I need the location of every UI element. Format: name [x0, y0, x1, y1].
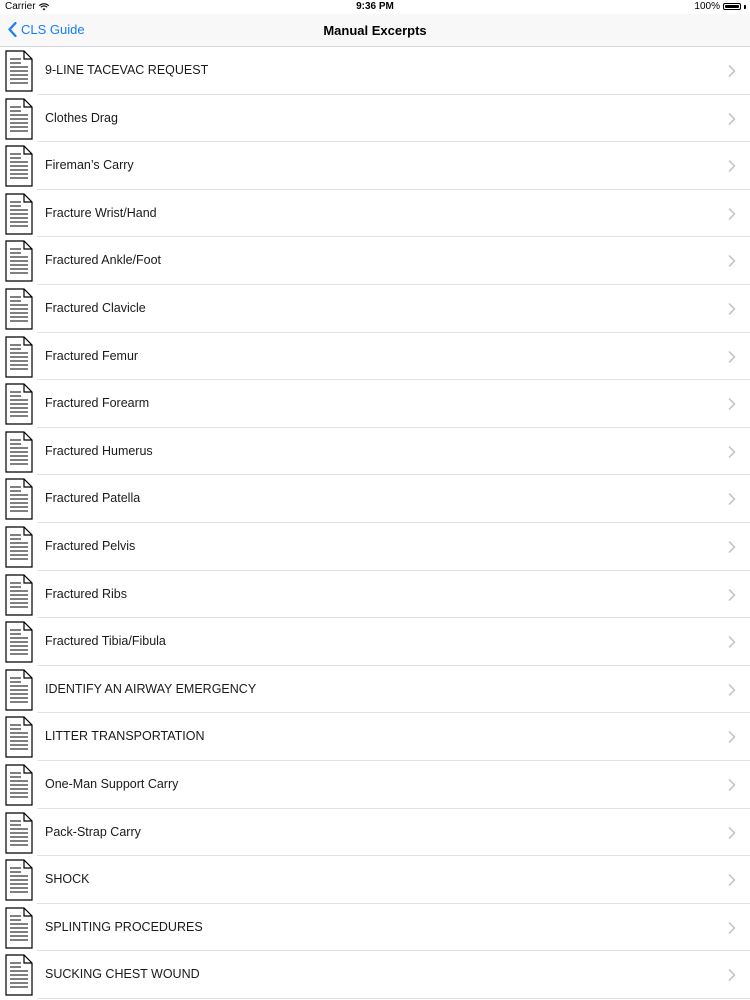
list-item-label: Fractured Ankle/Foot: [45, 253, 162, 268]
chevron-right-icon: [728, 827, 736, 839]
battery-cap: [744, 5, 746, 9]
chevron-right-icon: [728, 303, 736, 315]
document-icon: [5, 716, 33, 758]
list-item-label: Fractured Forearm: [45, 396, 150, 411]
list-item-label: Fractured Clavicle: [45, 300, 146, 315]
document-icon: [5, 954, 33, 996]
chevron-right-icon: [728, 160, 736, 172]
list-item-17[interactable]: [0, 809, 750, 857]
list-item-2[interactable]: [0, 95, 750, 143]
battery-percent: 100%: [694, 1, 720, 12]
status-time: 9:36 PM: [356, 1, 394, 12]
chevron-right-icon: [728, 541, 736, 553]
list-item-label: LITTER TRANSPORTATION: [45, 729, 205, 744]
list-item-11[interactable]: [0, 523, 750, 571]
chevron-right-icon: [728, 589, 736, 601]
list-item-label: Fractured Patella: [45, 491, 141, 506]
list-item-18[interactable]: [0, 856, 750, 904]
list-item-label: SUCKING CHEST WOUND: [45, 967, 200, 982]
carrier-label: Carrier: [5, 1, 36, 12]
list-item-label: SPLINTING PROCEDURES: [45, 919, 203, 934]
chevron-right-icon: [728, 493, 736, 505]
status-bar: [0, 0, 750, 14]
list-item-13[interactable]: [0, 618, 750, 666]
page-title: Manual Excerpts: [323, 23, 427, 38]
chevron-right-icon: [728, 922, 736, 934]
list-item-label: Fractured Femur: [45, 348, 139, 363]
list-item-10[interactable]: [0, 475, 750, 523]
list-item-20[interactable]: [0, 951, 750, 999]
document-icon: [5, 431, 33, 473]
document-icon: [5, 98, 33, 140]
document-icon: [5, 50, 33, 92]
chevron-right-icon: [728, 969, 736, 981]
chevron-right-icon: [728, 398, 736, 410]
list-item-label: Fracture Wrist/Hand: [45, 205, 157, 220]
list-item-16[interactable]: [0, 761, 750, 809]
chevron-right-icon: [728, 636, 736, 648]
document-icon: [5, 764, 33, 806]
chevron-right-icon: [728, 351, 736, 363]
list-item-label: Fractured Ribs: [45, 586, 127, 601]
list-item-9[interactable]: [0, 428, 750, 476]
document-icon: [5, 669, 33, 711]
document-icon: [5, 812, 33, 854]
document-icon: [5, 336, 33, 378]
excerpt-list: [0, 47, 750, 999]
chevron-right-icon: [728, 446, 736, 458]
list-item-19[interactable]: [0, 904, 750, 952]
chevron-right-icon: [728, 874, 736, 886]
list-item-label: One-Man Support Carry: [45, 776, 179, 791]
document-icon: [5, 907, 33, 949]
document-icon: [5, 621, 33, 663]
chevron-right-icon: [728, 731, 736, 743]
back-button-label: CLS Guide: [21, 22, 85, 37]
list-item-14[interactable]: [0, 666, 750, 714]
list-item-label: Pack-Strap Carry: [45, 824, 141, 839]
list-item-5[interactable]: [0, 237, 750, 285]
list-item-4[interactable]: [0, 190, 750, 238]
list-item-label: IDENTIFY AN AIRWAY EMERGENCY: [45, 681, 257, 696]
list-item-6[interactable]: [0, 285, 750, 333]
battery-fill: [725, 5, 739, 8]
document-icon: [5, 288, 33, 330]
chevron-right-icon: [728, 255, 736, 267]
chevron-right-icon: [728, 684, 736, 696]
document-icon: [5, 193, 33, 235]
document-icon: [5, 478, 33, 520]
list-item-label: Fractured Humerus: [45, 443, 153, 458]
document-icon: [5, 859, 33, 901]
list-item-15[interactable]: [0, 713, 750, 761]
list-item-12[interactable]: [0, 571, 750, 619]
status-right: [694, 1, 746, 12]
chevron-right-icon: [728, 113, 736, 125]
document-icon: [5, 383, 33, 425]
list-item-1[interactable]: [0, 47, 750, 95]
navigation-bar: [0, 14, 750, 47]
document-icon: [5, 145, 33, 187]
chevron-right-icon: [728, 65, 736, 77]
list-item-8[interactable]: [0, 380, 750, 428]
list-item-label: SHOCK: [45, 872, 90, 887]
chevron-right-icon: [728, 208, 736, 220]
chevron-right-icon: [728, 779, 736, 791]
document-icon: [5, 574, 33, 616]
list-item-label: Fireman’s Carry: [45, 158, 134, 173]
document-icon: [5, 240, 33, 282]
list-item-label: Clothes Drag: [45, 110, 118, 125]
list-item-label: Fractured Pelvis: [45, 538, 136, 553]
list-item-3[interactable]: [0, 142, 750, 190]
document-icon: [5, 526, 33, 568]
list-item-label: 9-LINE TACEVAC REQUEST: [45, 63, 209, 77]
list-item-label: Fractured Tibia/Fibula: [45, 634, 166, 649]
battery-icon: [723, 3, 741, 10]
list-item-7[interactable]: [0, 333, 750, 381]
